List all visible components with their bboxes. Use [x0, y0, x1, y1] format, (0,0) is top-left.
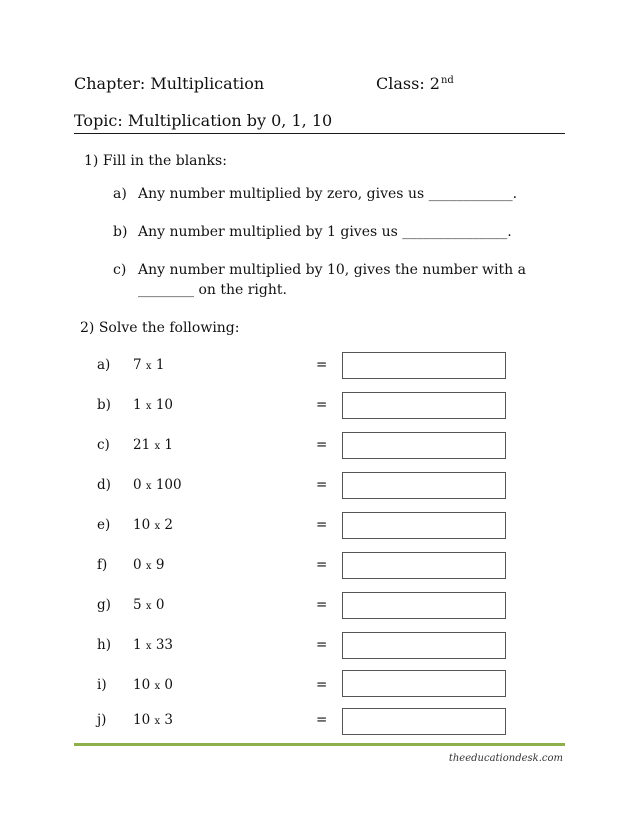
- fill-item-letter: b): [113, 224, 128, 240]
- answer-box[interactable]: [342, 432, 506, 459]
- multiply-sign: x: [145, 601, 152, 612]
- problem-letter: a): [97, 357, 111, 373]
- problem-expression: [133, 357, 164, 373]
- operand-b: 0: [155, 597, 165, 613]
- equals-sign: =: [316, 637, 328, 653]
- operand-a: 7: [133, 357, 142, 373]
- fill-item-text: Any number multiplied by 1 gives us _______________.: [138, 224, 512, 240]
- footer-divider: [74, 743, 565, 746]
- equals-sign: =: [316, 597, 328, 613]
- answer-box[interactable]: [342, 472, 506, 499]
- equals-sign: =: [316, 477, 328, 493]
- problem-expression: [133, 637, 173, 653]
- operand-a: 0: [133, 477, 142, 493]
- operand-a: 21: [133, 437, 151, 453]
- fill-item-letter: c): [113, 262, 127, 278]
- operand-b: 3: [164, 712, 174, 728]
- topic-title: Topic: Multiplication by 0, 1, 10: [74, 111, 333, 130]
- equals-sign: =: [316, 357, 328, 373]
- problem-expression: [133, 597, 164, 613]
- operand-b: 2: [164, 517, 174, 533]
- problem-letter: c): [97, 437, 110, 453]
- problem-letter: b): [97, 397, 111, 413]
- operand-b: 1: [155, 357, 165, 373]
- operand-b: 100: [155, 477, 182, 493]
- operand-b: 1: [164, 437, 174, 453]
- equals-sign: =: [316, 437, 328, 453]
- section2-heading: 2) Solve the following:: [80, 320, 240, 336]
- operand-a: 10: [133, 712, 151, 728]
- multiply-sign: x: [145, 361, 152, 372]
- answer-box[interactable]: [342, 352, 506, 379]
- fill-item-text-continued: ________ on the right.: [138, 282, 287, 298]
- equals-sign: =: [316, 712, 328, 728]
- answer-box[interactable]: [342, 552, 506, 579]
- answer-box[interactable]: [342, 392, 506, 419]
- problem-letter: d): [97, 477, 111, 493]
- equals-sign: =: [316, 397, 328, 413]
- answer-box[interactable]: [342, 708, 506, 735]
- class-label: [376, 74, 454, 93]
- operand-b: 0: [164, 677, 174, 693]
- multiply-sign: x: [154, 441, 161, 452]
- multiply-sign: x: [145, 481, 152, 492]
- fill-item-text: Any number multiplied by 10, gives the number with a: [138, 262, 526, 278]
- operand-b: 9: [155, 557, 165, 573]
- answer-box[interactable]: [342, 670, 506, 697]
- problem-expression: [133, 677, 173, 693]
- multiply-sign: x: [145, 561, 152, 572]
- answer-box[interactable]: [342, 632, 506, 659]
- multiply-sign: x: [145, 641, 152, 652]
- equals-sign: =: [316, 517, 328, 533]
- fill-item-letter: a): [113, 186, 127, 202]
- equals-sign: =: [316, 677, 328, 693]
- class-text: Class: 2: [376, 74, 440, 93]
- multiply-sign: x: [145, 401, 152, 412]
- equals-sign: =: [316, 557, 328, 573]
- problem-letter: j): [97, 712, 107, 728]
- problem-letter: i): [97, 677, 107, 693]
- problem-expression: [133, 437, 173, 453]
- operand-a: 10: [133, 677, 151, 693]
- fill-item-text: Any number multiplied by zero, gives us ____________.: [138, 186, 518, 202]
- section1-heading: 1) Fill in the blanks:: [84, 153, 227, 169]
- operand-a: 10: [133, 517, 151, 533]
- problem-letter: f): [97, 557, 108, 573]
- chapter-title: Chapter: Multiplication: [74, 74, 265, 93]
- problem-expression: [133, 517, 173, 533]
- operand-a: 0: [133, 557, 142, 573]
- operand-a: 5: [133, 597, 142, 613]
- problem-expression: [133, 557, 164, 573]
- header-divider: [74, 133, 565, 134]
- footer-website: theeducationdesk.com: [448, 753, 563, 764]
- problem-letter: e): [97, 517, 111, 533]
- answer-box[interactable]: [342, 592, 506, 619]
- problem-expression: [133, 397, 173, 413]
- problem-letter: g): [97, 597, 111, 613]
- multiply-sign: x: [154, 716, 161, 727]
- problem-expression: [133, 477, 182, 493]
- multiply-sign: x: [154, 521, 161, 532]
- class-superscript: nd: [440, 75, 454, 86]
- problem-expression: [133, 712, 173, 728]
- operand-b: 33: [155, 637, 174, 653]
- problem-letter: h): [97, 637, 111, 653]
- operand-a: 1: [133, 397, 142, 413]
- multiply-sign: x: [154, 681, 161, 692]
- answer-box[interactable]: [342, 512, 506, 539]
- operand-a: 1: [133, 637, 142, 653]
- operand-b: 10: [155, 397, 174, 413]
